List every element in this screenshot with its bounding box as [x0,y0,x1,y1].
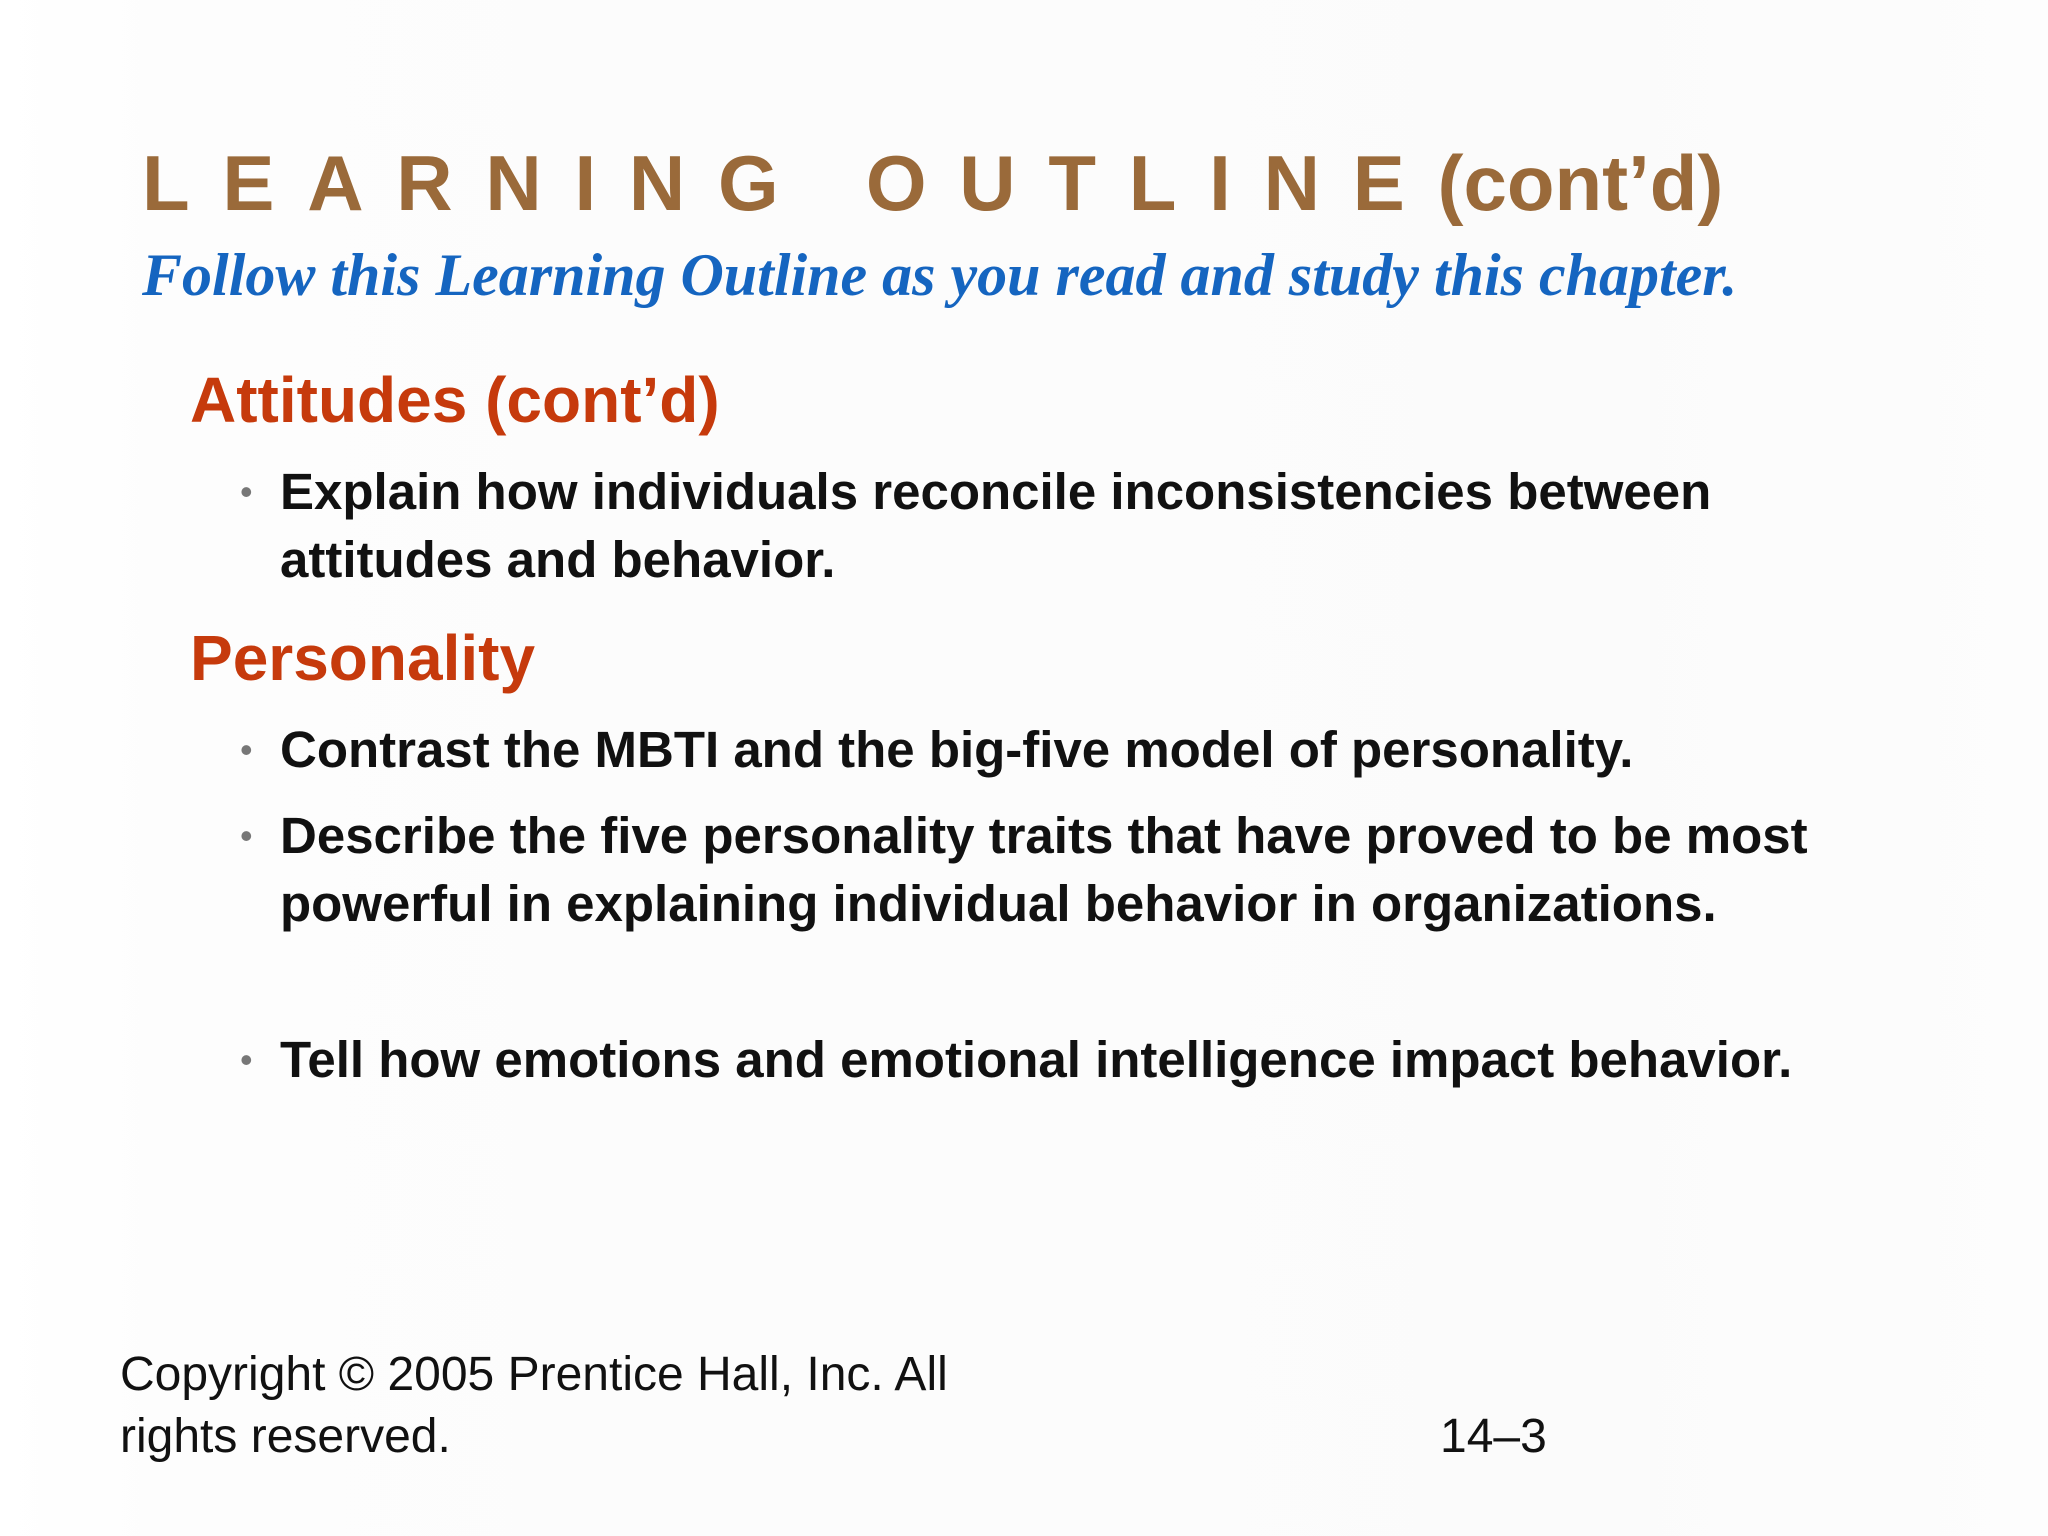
bullet-item [240,1026,1880,1094]
slide-subtitle: Follow this Learning Outline as you read and study this chapter. [142,242,1738,308]
bullet-text: Contrast the MBTI and the big-five model of personality. [280,721,1634,778]
slide-title-suffix: (cont’d) [1437,139,1724,227]
footer-page-number: 14–3 [1440,1410,1547,1463]
slide-title [142,138,1723,228]
section-heading-attitudes: Attitudes (cont’d) [190,364,720,436]
bullet-dot-icon: • [240,471,253,512]
bullet-text: Tell how emotions and emotional intelligence impact behavior. [280,1031,1793,1088]
bullet-item [240,716,1880,784]
bullet-text: Explain how individuals reconcile inconsistencies between attitudes and behavior. [280,463,1712,588]
bullet-item [240,802,1880,938]
footer-copyright: Copyright © 2005 Prentice Hall, Inc. All rights reserved. [120,1348,948,1463]
bullet-dot-icon: • [240,729,253,770]
bullet-item [240,458,1880,594]
bullet-dot-icon: • [240,815,253,856]
bullet-dot-icon: • [240,1039,253,1080]
bullet-text: Describe the five personality traits that have proved to be most powerful in explaining individual behavior in organizations. [280,807,1808,932]
section-heading-personality: Personality [190,622,536,694]
slide-title-main: LEARNING OUTLINE [142,139,1438,227]
